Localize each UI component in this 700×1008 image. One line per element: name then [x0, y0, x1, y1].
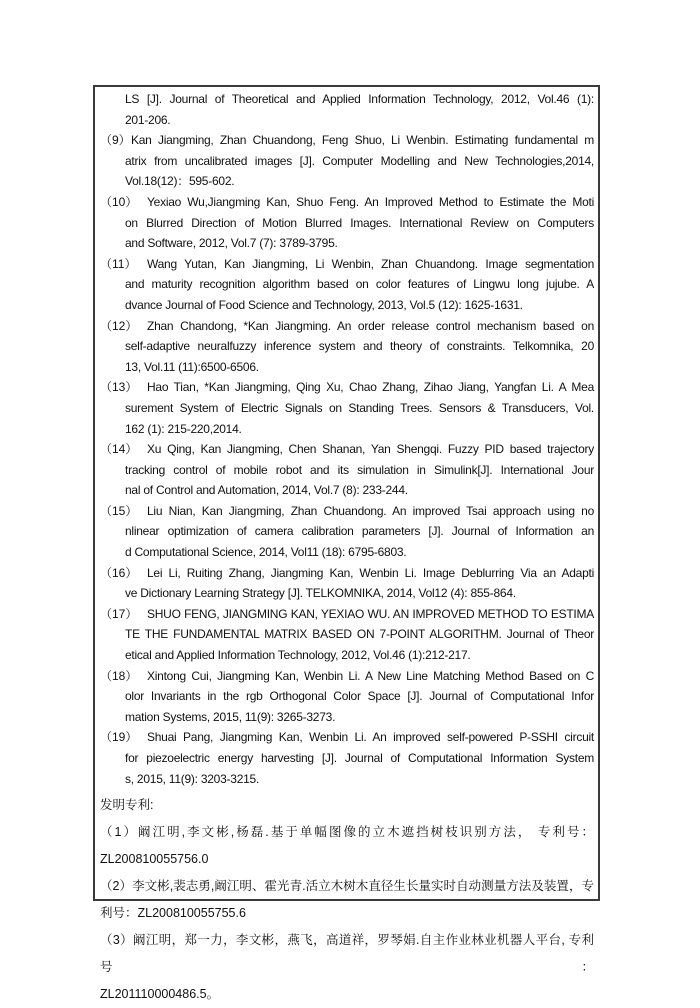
reference-line: olor Invariants in the rgb Orthogonal Color Space [J]. Journal of Computational Infor — [125, 689, 594, 704]
patent-list — [100, 819, 594, 1008]
reference-item — [100, 604, 594, 666]
reference-number: （17） — [100, 606, 138, 621]
reference-line: Shuai Pang, Jiangming Kan, Wenbin Li. An improved self-powered P-SSHI circuit — [147, 730, 594, 745]
reference-item — [100, 501, 594, 563]
reference-line: and Software, 2012, Vol.7 (7): 3789-3795. — [125, 236, 338, 251]
reference-item — [100, 130, 594, 192]
reference-number: （11） — [100, 256, 137, 271]
reference-number: （16） — [100, 565, 138, 580]
reference-line: Wang Yutan, Kan Jiangming, Li Wenbin, Zhan Chuandong. Image segmentation — [147, 256, 594, 271]
reference-line: Vol.18(12)：595-602. — [125, 174, 235, 189]
reference-line: LS [J]. Journal of Theoretical and Applied Information Technology, 2012, Vol.46 (1): — [125, 92, 594, 106]
reference-number: （13） — [100, 380, 138, 395]
reference-line: etical and Applied Information Technology, 2012, Vol.46 (1):212-217. — [125, 648, 471, 663]
reference-line: Xintong Cui, Jiangming Kan, Wenbin Li. A New Line Matching Method Based on C — [147, 668, 594, 683]
reference-line: s, 2015, 11(9): 3203-3215. — [125, 771, 260, 786]
reference-item — [100, 727, 594, 789]
reference-number: （19） — [100, 730, 138, 745]
patent-line: 利号：ZL200810055755.6 — [100, 906, 246, 921]
reference-item — [100, 316, 594, 378]
patent-line: ZL200810055756.0 — [100, 852, 209, 867]
reference-line: Kan Jiangming, Zhan Chuandong, Feng Shuo, Li Wenbin. Estimating fundamental m — [131, 133, 594, 148]
reference-item — [100, 377, 594, 439]
reference-line: nal of Control and Automation, 2014, Vol.7 (8): 233-244. — [125, 483, 408, 498]
reference-line: Zhan Chandong, *Kan Jiangming. An order release control mechanism based on — [147, 318, 594, 333]
patent-line: （3）阚江明，郑一力，李文彬，燕飞，高道祥，罗琴娟.自主作业林业机器人平台, 专利号： — [100, 933, 594, 975]
patent-section — [100, 792, 594, 1008]
reference-line: for piezoelectric energy harvesting [J]. Journal of Computational Information System — [125, 751, 594, 765]
reference-line: Liu Nian, Kan Jiangming, Zhan Chuandong. An improved Tsai approach using no — [147, 503, 594, 518]
reference-line: SHUO FENG, JIANGMING KAN, YEXIAO WU. AN IMPROVED METHOD TO ESTIMA — [147, 606, 594, 621]
reference-item — [100, 666, 594, 728]
reference-number: （12） — [100, 318, 138, 333]
reference-line: atrix from uncalibrated images [J]. Computer Modelling and New Technologies,2014, — [125, 153, 594, 168]
publications-table-cell — [93, 85, 600, 1002]
reference-line: tracking control of mobile robot and its simulation in Simulink[J]. International Jour — [125, 462, 594, 477]
reference-line: dvance Journal of Food Science and Technology, 2013, Vol.5 (12): 1625-1631. — [125, 297, 523, 312]
reference-number: （10） — [100, 194, 138, 209]
reference-line: on Blurred Direction of Motion Blurred Images. International Review on Computers — [125, 215, 594, 230]
reference-line: 13, Vol.11 (11):6500-6506. — [125, 359, 259, 374]
reference-number: （15） — [100, 503, 138, 518]
reference-item — [100, 254, 594, 316]
reference-line: mation Systems, 2015, 11(9): 3265-3273. — [125, 709, 336, 724]
reference-line: nlinear optimization of camera calibration parameters [J]. Journal of Information an — [125, 524, 594, 539]
reference-line: Yexiao Wu,Jiangming Kan, Shuo Feng. An Improved Method to Estimate the Moti — [147, 194, 594, 209]
patent-section-heading: 发明专利: — [100, 798, 154, 813]
reference-line: Lei Li, Ruiting Zhang, Jiangming Kan, Wenbin Li. Image Deblurring Via an Adapti — [147, 565, 594, 580]
reference-number: （18） — [100, 668, 138, 683]
reference-line: d Computational Science, 2014, Vol11 (18): 6795-6803. — [125, 545, 407, 560]
reference-item — [100, 439, 594, 501]
patent-line: ZL201110000486.5。 — [100, 987, 220, 1002]
patent-line: （1）阚江明,李文彬,杨磊.基于单幅图像的立木遮挡树枝识别方法， 专利号： — [100, 825, 594, 840]
reference-item — [100, 563, 594, 604]
reference-line: TE THE FUNDAMENTAL MATRIX BASED ON 7-POINT ALGORITHM. Journal of Theor — [125, 627, 594, 642]
reference-number: （14） — [100, 442, 138, 457]
reference-line: 201-206. — [125, 112, 171, 127]
reference-list — [100, 89, 594, 789]
reference-line: and maturity recognition algorithm based on color features of Lingwu long jujube. A — [125, 277, 594, 292]
reference-line: surement System of Electric Signals on Standing Trees. Sensors & Transducers, Vol. — [125, 400, 594, 415]
patent-line: （2）李文彬,裴志勇,阚江明、霍光青.活立木树木直径生长量实时自动测量方法及装置，专 — [100, 879, 594, 894]
reference-line: Hao Tian, *Kan Jiangming, Qing Xu, Chao Zhang, Zihao Jiang, Yangfan Li. A Mea — [147, 380, 594, 395]
reference-item — [100, 192, 594, 254]
reference-line: 162 (1): 215-220,2014. — [125, 421, 242, 436]
reference-number: （9） — [100, 133, 131, 148]
reference-item — [100, 89, 594, 130]
reference-line: self-adaptive neuralfuzzy inference system and theory of constraints. Telkomnika, 20 — [125, 339, 594, 354]
reference-line: Xu Qing, Kan Jiangming, Chen Shanan, Yan Shengqi. Fuzzy PID based trajectory — [147, 442, 594, 457]
reference-line: ve Dictionary Learning Strategy [J]. TELKOMNIKA, 2014, Vol12 (4): 855-864. — [125, 586, 516, 601]
